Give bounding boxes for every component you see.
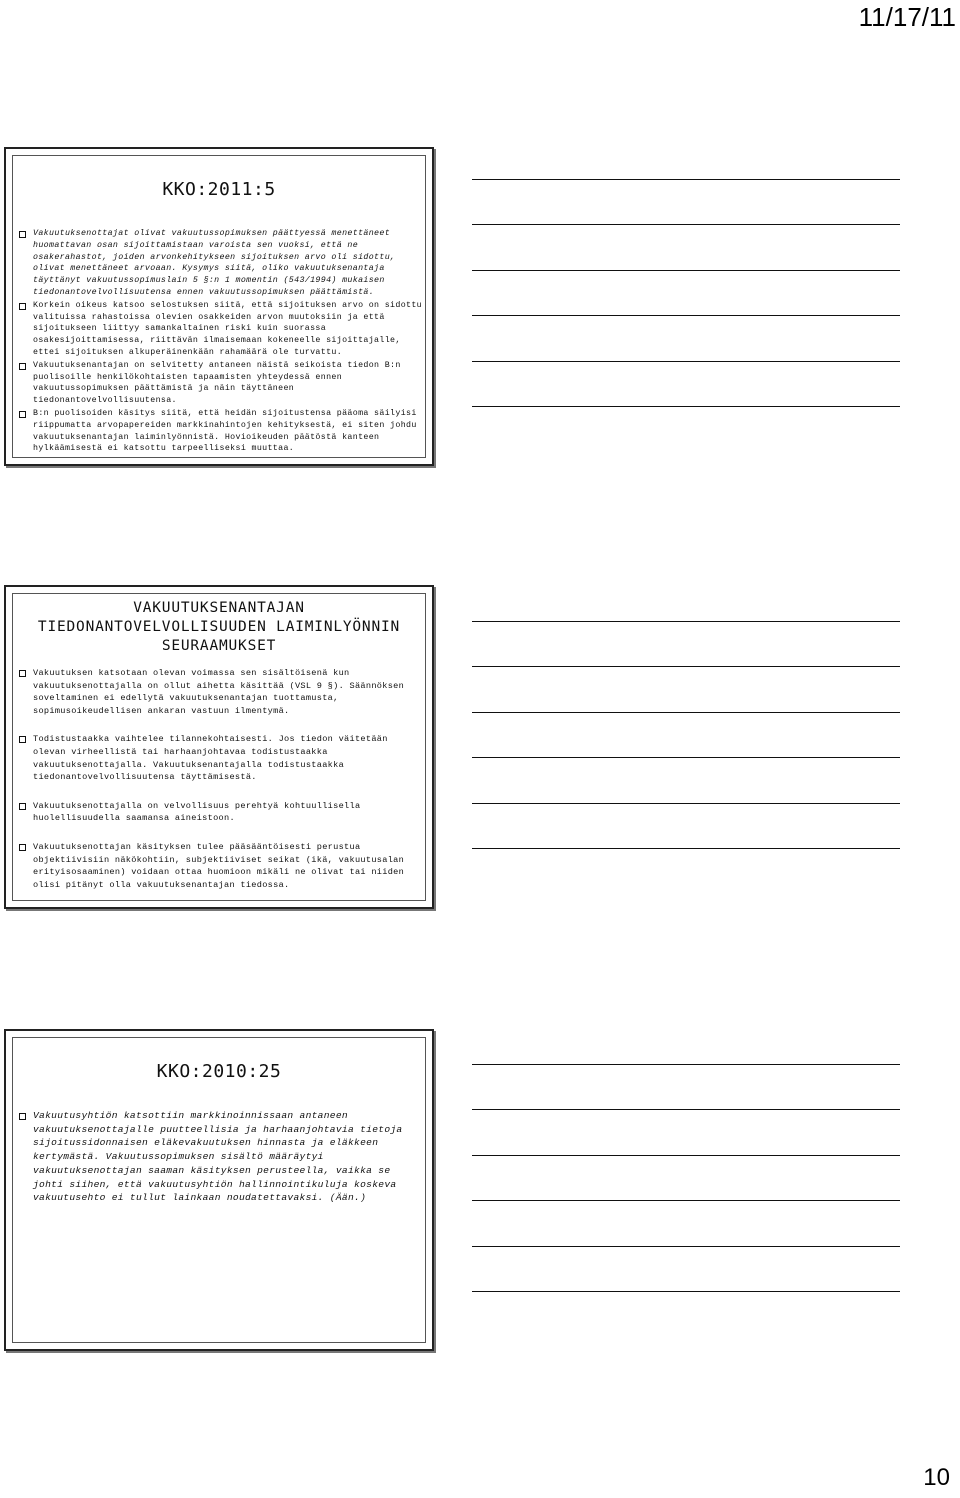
list-item	[14, 733, 424, 783]
slide-title: KKO:2011:5	[162, 179, 276, 200]
note-line	[472, 666, 900, 667]
note-line	[472, 848, 900, 849]
bullet-list	[14, 1109, 424, 1205]
bullet-text: Vakuutuksenantajan on selvitetty antaneen näistä seikoista tiedon B:n puolisoille henkilökohtaisten tapaamisten yhteydessä ennen vakuutussopimuksen päättämistä ja näin täyttäneen tiedonantovelvollisuutensa.	[33, 360, 401, 406]
note-line	[472, 224, 900, 225]
bullet-text: B:n puolisoiden käsitys siitä, että heidän sijoitustensa pääoma säilyisi riippumatta arvopapereiden markkinahintojen kehityksestä, ei siten johdu vakuutuksenantajan laiminlyönnistä. Hovioikeuden päätöstä kanteen hylkäämisestä ei katsottu tarpeelliseksi muuttaa.	[33, 408, 417, 454]
page-date: 11/17/11	[858, 2, 956, 32]
square-bullet-icon	[19, 803, 26, 810]
bullet-text: Vakuutuksenottajat olivat vakuutussopimuksen päättyessä menettäneet huomattavan osan sijoittamistaan varoista sen vuoksi, että ne osakerahastot, joiden arvonkehitykseen sijoituksen arvo oli sidottu, olivat menettäneet arvoaan. Kysymys siitä, oliko vakuutuksenantaja täyttänyt vakuutussopimuslain 5 §:n 1 momentin (543/1994) mukaisen tiedonantovelvollisuutensa ennen vakuutussopimuksen päättämistä.	[33, 229, 396, 297]
bullet-text: Vakuutuksenottajan käsityksen tulee pääsääntöisesti perustua objektiivisiin näkökohtiin, subjektiiviset seikat (ikä, vakuutusalan erityisosaaminen) voidaan ottaa huomioon mikäli ne olivat tai niiden olisi pitänyt olla vakuutuksenantajan tiedossa.	[33, 841, 405, 890]
note-line	[472, 712, 900, 713]
list-item	[14, 228, 424, 299]
square-bullet-icon	[19, 844, 26, 851]
note-line	[472, 270, 900, 271]
slide-title	[6, 599, 432, 656]
square-bullet-icon	[19, 1113, 26, 1120]
note-line	[472, 803, 900, 804]
note-line	[472, 621, 900, 622]
square-bullet-icon	[19, 303, 26, 310]
note-line	[472, 1200, 900, 1201]
square-bullet-icon	[19, 670, 26, 677]
list-item	[14, 300, 424, 359]
bullet-text: Korkein oikeus katsoo selostuksen siitä, että sijoituksen arvo on sidottu valituissa rahastoissa olevien osakkeiden arvon muutoksiin ja että sijoitukseen liittyy samankaltainen riski kuin suorassa osakesijoittamisessa, riittävän ilmaisemaan kokeneelle sijoittajalle, ettei sijoituksen alkuperäinenkään rahamäärä ole turvattu.	[33, 300, 423, 357]
square-bullet-icon	[19, 231, 26, 238]
page-number: 10	[923, 1464, 950, 1491]
bullet-text: Vakuutusyhtiön katsottiin markkinoinnissaan antaneen vakuutuksenottajalle puutteellisia ja harhaanjohtavia tietoja sijoitussidonnaisen eläkevakuutuksen hinnasta ja eläkkeen kertymästä. Vakuutussopimuksen sisältö määräytyi vakuutuksenottajan saaman käsityksen perusteella, vaikka se johti siihen, että vakuutusyhtiön hallinnointikuluja koskeva vakuutusehto ei tullut lainkaan noudatettavaksi. (Ään.)	[33, 1110, 403, 1204]
list-item	[14, 1109, 424, 1205]
note-line	[472, 1109, 900, 1110]
note-line	[472, 1246, 900, 1247]
slide-kko-2011-5	[4, 147, 434, 466]
slide-seuraamukset	[4, 585, 434, 909]
note-line	[472, 361, 900, 362]
bullet-text: Vakuutuksenottajalla on velvollisuus perehtyä kohtuullisella huolellisuudella saamansa aineistoon.	[33, 800, 361, 824]
square-bullet-icon	[19, 736, 26, 743]
square-bullet-icon	[19, 363, 26, 370]
square-bullet-icon	[19, 411, 26, 418]
slide-title-line: SEURAAMUKSET	[161, 638, 277, 654]
list-item	[14, 667, 424, 717]
slide-title-line: VAKUUTUKSENANTAJAN	[133, 600, 305, 616]
note-line	[472, 1064, 900, 1065]
slide-title-line: TIEDONANTOVELVOLLISUUDEN LAIMINLYÖNNIN	[37, 619, 401, 635]
list-item	[14, 841, 424, 891]
list-item	[14, 408, 424, 455]
list-item	[14, 800, 424, 825]
note-line	[472, 1291, 900, 1292]
note-line	[472, 757, 900, 758]
note-line	[472, 1155, 900, 1156]
note-line	[472, 179, 900, 180]
bullet-text: Vakuutuksen katsotaan olevan voimassa sen sisältöisenä kun vakuutuksenottajalla on ollut aihetta käsittää (VSL 9 §). Säännöksen soveltaminen ei edellytä vakuutuksenantajan tuottamusta, sopimusoikeudellisen ankaran vastuun ilmentymä.	[33, 668, 405, 716]
bullet-list	[14, 228, 424, 456]
slide-kko-2010-25	[4, 1029, 434, 1351]
bullet-text: Todistustaakka vaihtelee tilannekohtaisesti. Jos tiedon väitetään olevan virheellistä tai harhaanjohtavaa todistustaakka vakuutuksenottajalla. Vakuutuksenantajalla todistustaakka tiedonantovelvollisuutensa täyttämisestä.	[33, 734, 388, 783]
note-line	[472, 315, 900, 316]
bullet-list	[14, 667, 424, 907]
note-line	[472, 406, 900, 407]
list-item	[14, 360, 424, 407]
slide-title: KKO:2010:25	[156, 1061, 282, 1082]
